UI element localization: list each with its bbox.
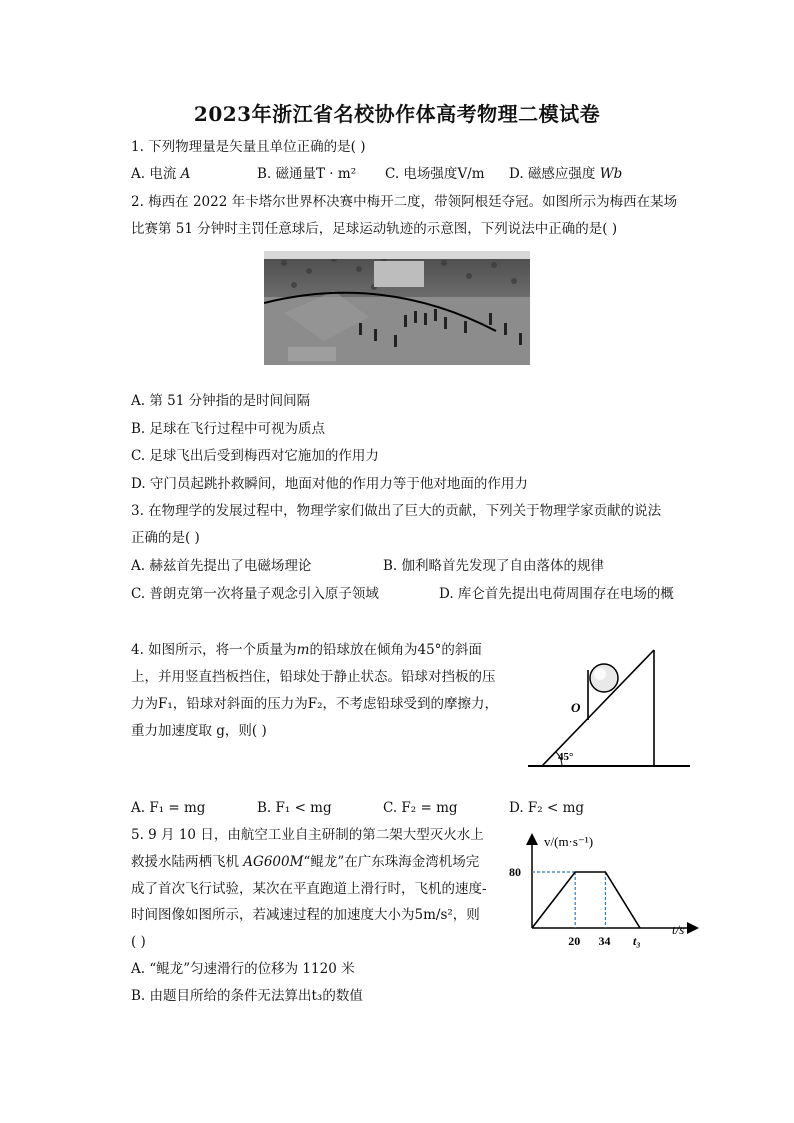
q3-option-a: A. 赫兹首先提出了电磁场理论 <box>131 558 312 574</box>
q1-option-b: B. 磁通量T · m² <box>257 166 357 182</box>
q3-stem-line1: 3. 在物理学的发展过程中，物理学家们做出了巨大的贡献，下列关于物理学家贡献的说法 <box>131 503 662 519</box>
q1-option-a: A. 电流 A <box>131 166 191 182</box>
q5-stem-line1: 5. 9 月 10 日，由航空工业自主研制的第二架大型灭火水上 <box>131 827 484 843</box>
q2-stem-line1: 2. 梅西在 2022 年卡塔尔世界杯决赛中梅开二度，带领阿根廷夺冠。如图所示为梅西在某场 <box>131 194 678 210</box>
paper-title: 2023年浙江省名校协作体高考物理二模试卷 <box>193 102 601 126</box>
q5-stem-line3: 成了首次飞行试验，某次在平直跑道上滑行时，飞机的速度- <box>131 881 487 897</box>
q5-option-a: A. “鲲龙”匀速滑行的位移为 1120 米 <box>131 961 355 977</box>
y-axis-label: v/(m·s⁻¹) <box>544 834 594 849</box>
q4-option-b: B. F₁ < mg <box>257 800 332 816</box>
football-photo <box>264 251 530 365</box>
q3-option-b: B. 伽利略首先发现了自由落体的规律 <box>383 558 605 574</box>
q4-stem-line1: 4. 如图所示，将一个质量为m的铅球放在倾角为45°的斜面 <box>131 642 482 658</box>
label-angle: 45° <box>558 751 574 763</box>
label-o: O <box>571 700 581 715</box>
q1-option-c: C. 电场强度V/m <box>385 166 485 182</box>
q5-stem-line2: 救援水陆两栖飞机 AG600M“鲲龙”在广东珠海金湾机场完 <box>131 854 480 870</box>
q2-option-d: D. 守门员起跳扑救瞬间，地面对他的作用力等于他对地面的作用力 <box>131 476 528 492</box>
q2-option-a: A. 第 51 分钟指的是时间间隔 <box>131 393 311 409</box>
velocity-series-line <box>532 872 640 928</box>
q2-option-c: C. 足球飞出后受到梅西对它施加的作用力 <box>131 448 379 464</box>
q5-stem-line4: 时间图像如图所示，若减速过程的加速度大小为5m/s²，则 <box>131 907 480 923</box>
q2-option-b: B. 足球在飞行过程中可视为质点 <box>131 421 326 437</box>
incline-figure <box>520 640 720 770</box>
q4-stem-line2: 上，并用竖直挡板挡住，铅球处于静止状态。铅球对挡板的压 <box>131 669 496 685</box>
x-tick-label-20: 20 <box>568 934 581 948</box>
q3-option-c: C. 普朗克第一次将量子观念引入原子领域 <box>131 586 379 602</box>
q3-stem-line2: 正确的是( ) <box>131 530 200 546</box>
y-tick-label: 80 <box>509 865 521 879</box>
q4-stem-line3: 力为F₁，铅球对斜面的压力为F₂，不考虑铅球受到的摩擦力， <box>131 696 499 712</box>
x-tick-label-34: 34 <box>598 934 611 948</box>
q1-option-d: D. 磁感应强度 Wb <box>509 166 623 182</box>
q4-option-c: C. F₂ = mg <box>383 800 458 816</box>
q5-option-b: B. 由题目所给的条件无法算出t₃的数值 <box>131 988 363 1004</box>
x-tick-label-t3: t₃ <box>633 934 641 948</box>
velocity-time-chart <box>506 828 706 958</box>
q3-option-d: D. 库仑首先提出电荷周围存在电场的概 <box>439 586 674 602</box>
q4-option-d: D. F₂ < mg <box>509 800 585 816</box>
q1-stem: 1. 下列物理量是矢量且单位正确的是( ) <box>131 139 366 155</box>
x-axis-label: t/s <box>672 922 685 937</box>
q4-stem-line4: 重力加速度取 g，则( ) <box>131 723 267 739</box>
q2-stem-line2: 比赛第 51 分钟时主罚任意球后，足球运动轨迹的示意图，下列说法中正确的是( ) <box>131 221 618 237</box>
q4-option-a: A. F₁ = mg <box>131 800 206 816</box>
q5-stem-line5: ( ) <box>131 934 146 950</box>
